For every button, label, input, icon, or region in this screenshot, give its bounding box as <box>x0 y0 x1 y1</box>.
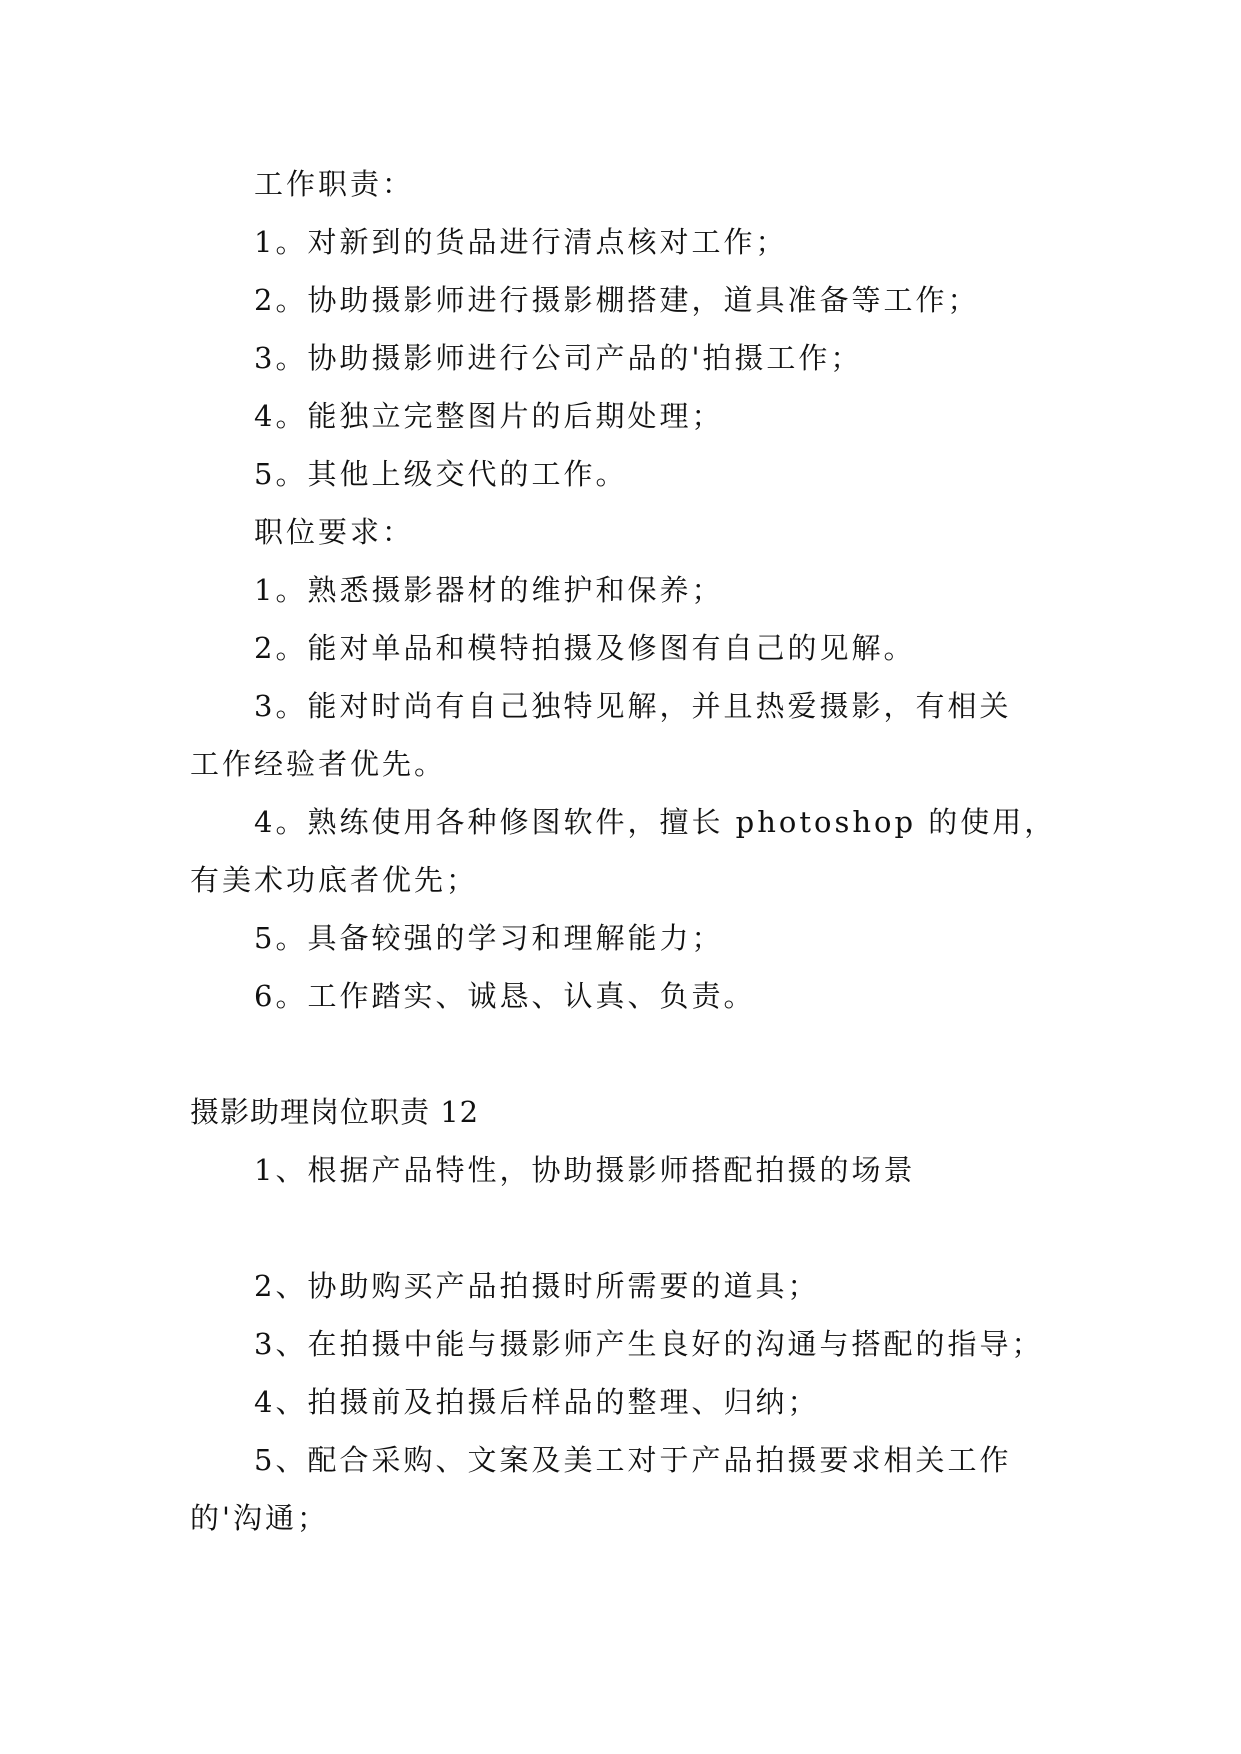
requirement-item: 6。工作踏实、诚恳、认真、负责。 <box>254 979 756 1013</box>
requirement-item-continuation: 工作经验者优先。 <box>190 747 447 781</box>
section-heading-duties: 工作职责： <box>254 167 415 201</box>
requirement-item: 3。能对时尚有自己独特见解，并且热爱摄影，有相关 <box>254 689 1012 723</box>
requirement-item: 5。具备较强的学习和理解能力； <box>254 921 724 955</box>
duty2-item: 1、根据产品特性，协助摄影师搭配拍摄的场景 <box>254 1153 916 1187</box>
requirement-item: 1。熟悉摄影器材的维护和保养； <box>254 573 724 607</box>
duty-item: 5。其他上级交代的工作。 <box>254 457 628 491</box>
requirement-item: 4。熟练使用各种修图软件，擅长 photoshop 的使用， <box>254 805 1057 839</box>
duty2-item: 5、配合采购、文案及美工对于产品拍摄要求相关工作 <box>254 1443 1012 1477</box>
duty-item: 2。协助摄影师进行摄影棚搭建，道具准备等工作； <box>254 283 980 317</box>
requirement-item-continuation: 有美术功底者优先； <box>190 863 479 897</box>
section-title-assistant-duties: 摄影助理岗位职责 12 <box>190 1095 480 1129</box>
duty2-item-continuation: 的'沟通； <box>190 1501 329 1535</box>
duty2-item: 3、在拍摄中能与摄影师产生良好的沟通与搭配的指导； <box>254 1327 1044 1361</box>
requirement-item: 2。能对单品和模特拍摄及修图有自己的见解。 <box>254 631 916 665</box>
duty-item: 3。协助摄影师进行公司产品的'拍摄工作； <box>254 341 863 375</box>
duty2-item: 2、协助购买产品拍摄时所需要的道具； <box>254 1269 820 1303</box>
duty-item: 4。能独立完整图片的后期处理； <box>254 399 724 433</box>
section-heading-requirements: 职位要求： <box>254 515 415 549</box>
duty-item: 1。对新到的货品进行清点核对工作； <box>254 225 788 259</box>
duty2-item: 4、拍摄前及拍摄后样品的整理、归纳； <box>254 1385 820 1419</box>
